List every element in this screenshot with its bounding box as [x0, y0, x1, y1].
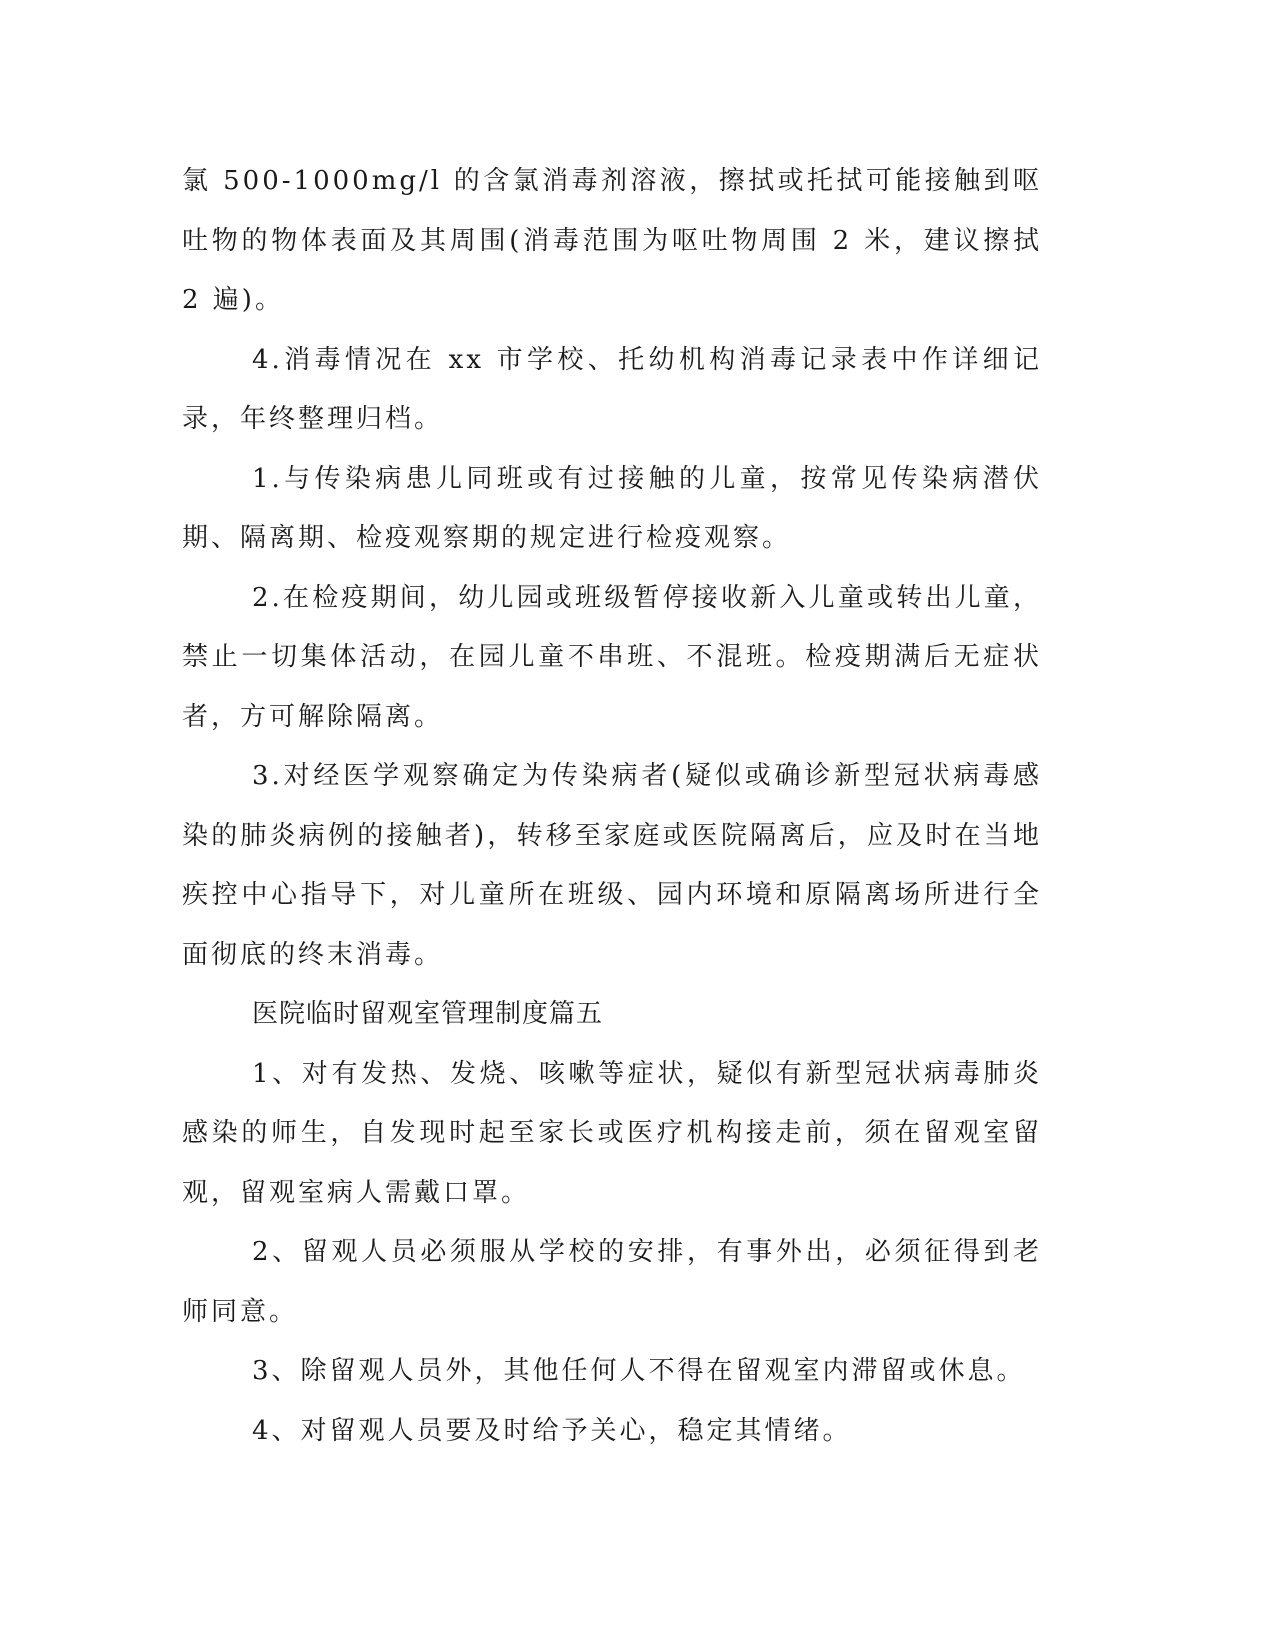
paragraph-terminal-disinfection: 3.对经医学观察确定为传染病者(疑似或确诊新型冠状病毒感染的肺炎病例的接触者)，转移至家庭或医院隔离后，应及时在当地疾控中心指导下，对儿童所在班级、园内环境和原隔离场所进行全面彻底的终末消毒。 — [182, 761, 1042, 970]
paragraph-rule-1: 1、对有发热、发烧、咳嗽等症状，疑似有新型冠状病毒肺炎感染的师生，自发现时起至家长或医疗机构接走前，须在留观室留观，留观室病人需戴口罩。 — [182, 1058, 1042, 1208]
paragraph-disinfectant-continuation: 氯 500-1000mg/l 的含氯消毒剂溶液，擦拭或托拭可能接触到呕吐物的物体表面及其周围(消毒范围为呕吐物周围 2 米，建议擦拭 2 遍)。 — [182, 166, 1042, 315]
paragraph-disinfection-record: 4.消毒情况在 xx 市学校、托幼机构消毒记录表中作详细记录，年终整理归档。 — [182, 344, 1042, 434]
paragraph-rule-2: 2、留观人员必须服从学校的安排，有事外出，必须征得到老师同意。 — [182, 1237, 1042, 1327]
paragraph-rule-4: 4、对留观人员要及时给予关心，稳定其情绪。 — [252, 1415, 852, 1446]
paragraph-quarantine-observation: 1.与传染病患儿同班或有过接触的儿童，按常见传染病潜伏期、隔离期、检疫观察期的规定进行检疫观察。 — [182, 463, 1042, 553]
document-body — [182, 152, 1042, 1461]
paragraph-quarantine-period: 2.在检疫期间，幼儿园或班级暂停接收新入儿童或转出儿童，禁止一切集体活动，在园儿童不串班、不混班。检疫期满后无症状者，方可解除隔离。 — [182, 582, 1042, 732]
paragraph-rule-3: 3、除留观人员外，其他任何人不得在留观室内滞留或休息。 — [252, 1356, 1026, 1386]
section-heading: 医院临时留观室管理制度篇五 — [252, 999, 604, 1029]
